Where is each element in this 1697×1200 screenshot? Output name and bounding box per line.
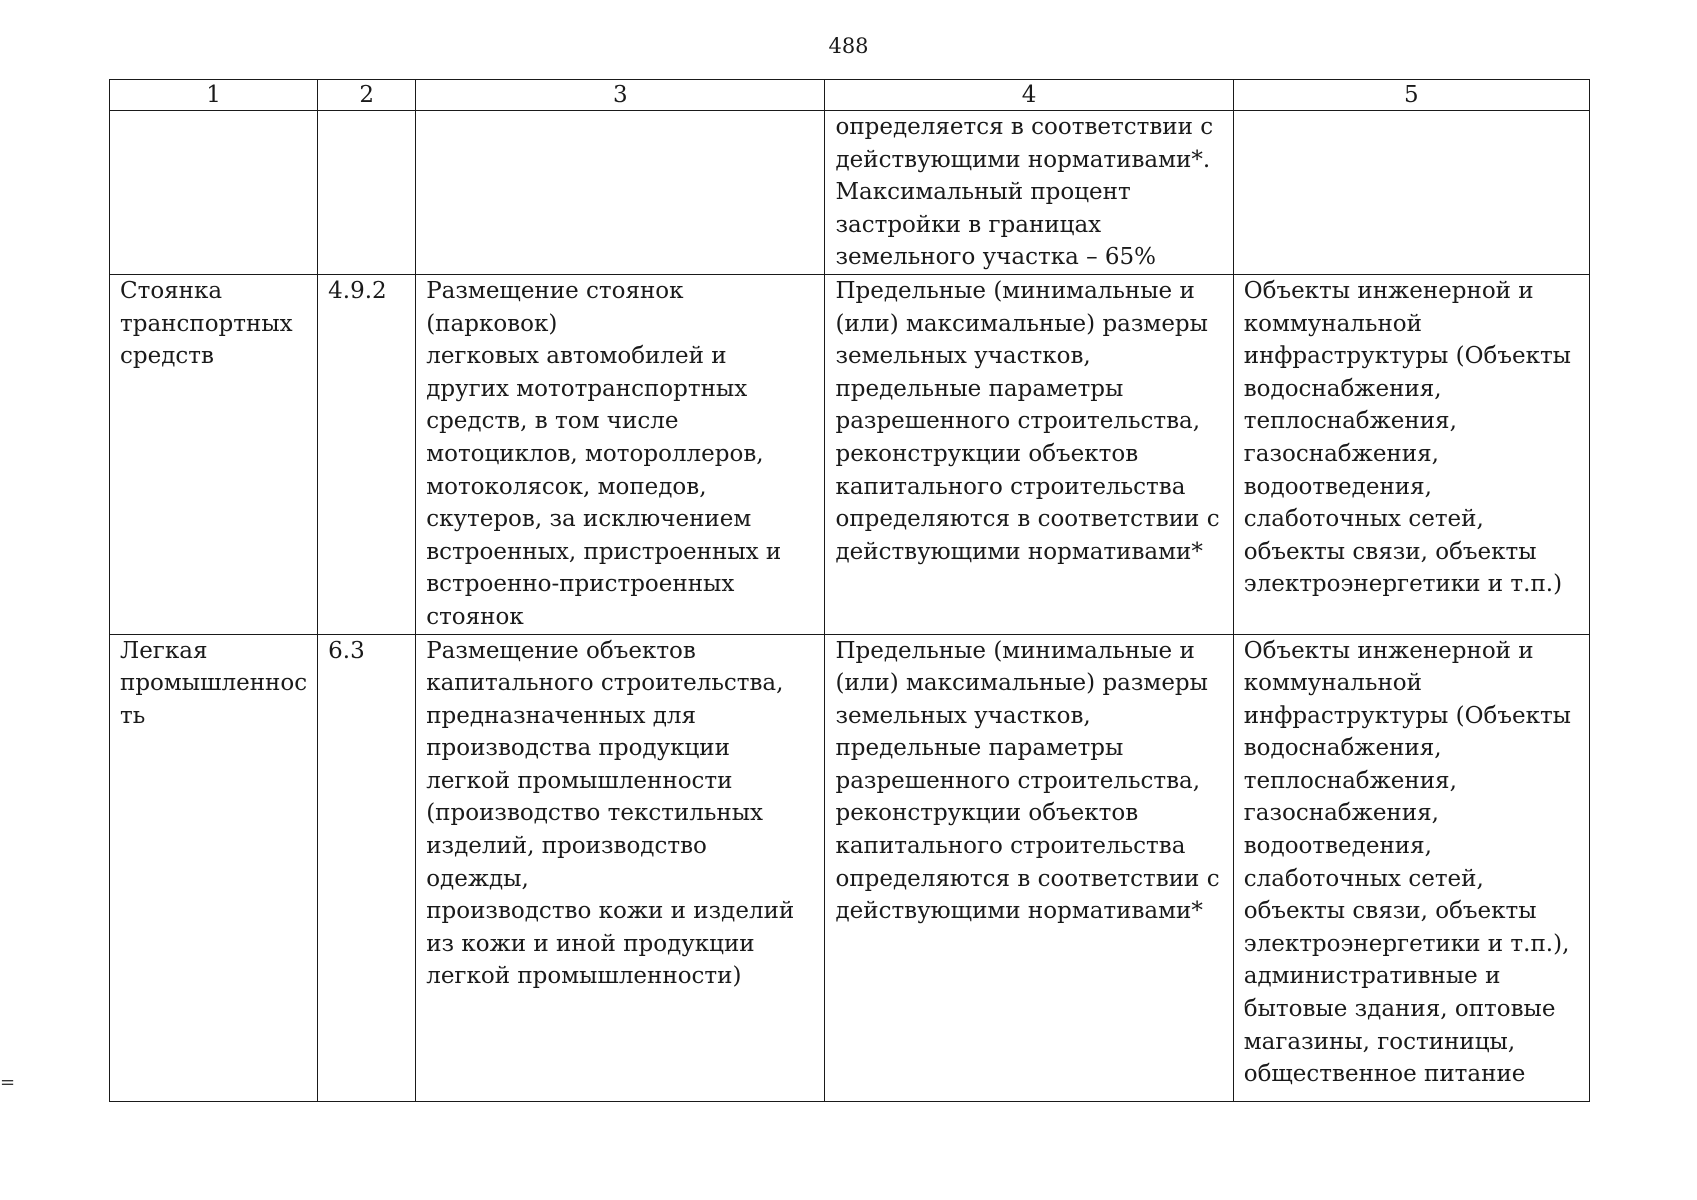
- auxiliary-uses-cell: Объекты инженерной и коммунальной инфраструктуры (Объекты водоснабжения, теплоснабжения, газоснабжения, водоотведения, слаботочных сетей, объекты связи, объекты электроэнергетики и т.п.): [1233, 274, 1589, 634]
- description-cell: [416, 111, 825, 275]
- land-use-name-cell: Стоянка транспортных средств: [110, 274, 318, 634]
- description-cell: Размещение стоянок (парковок) легковых автомобилей и других мототранспортных средств, в том числе мотоциклов, мотороллеров, мотоколясок, мопедов, скутеров, за исключением встроенных, пристроенных и встроенно-пристроенных стоянок: [416, 274, 825, 634]
- column-header-2: 2: [318, 80, 416, 111]
- land-use-name-cell: [110, 111, 318, 275]
- parameters-cell: Предельные (минимальные и (или) максимальные) размеры земельных участков, предельные параметры разрешенного строительства, реконструкции объектов капитального строительства определяются в соответствии с действующими нормативами*: [825, 274, 1233, 634]
- land-use-code-cell: 6.3: [318, 634, 416, 1101]
- auxiliary-uses-cell: Объекты инженерной и коммунальной инфраструктуры (Объекты водоснабжения, теплоснабжения, газоснабжения, водоотведения, слаботочных сетей, объекты связи, объекты электроэнергетики и т.п.), административные и бытовые здания, оптовые магазины, гостиницы, общественное питание: [1233, 634, 1589, 1101]
- column-header-1: 1: [110, 80, 318, 111]
- column-header-4: 4: [825, 80, 1233, 111]
- zoning-table: [109, 79, 1590, 1102]
- margin-mark: =: [0, 1072, 16, 1093]
- column-header-5: 5: [1233, 80, 1589, 111]
- description-cell: Размещение объектов капитального строительства, предназначенных для производства продукции легкой промышленности (производство текстильных изделий, производство одежды, производство кожи и изделий из кожи и иной продукции легкой промышленности): [416, 634, 825, 1101]
- table-row: [110, 111, 1590, 275]
- auxiliary-uses-cell: [1233, 111, 1589, 275]
- land-use-code-cell: [318, 111, 416, 275]
- table-row: [110, 274, 1590, 634]
- land-use-code-cell: 4.9.2: [318, 274, 416, 634]
- page-number: 488: [828, 34, 869, 58]
- table-row: [110, 634, 1590, 1101]
- header-row: [110, 80, 1590, 111]
- column-header-3: 3: [416, 80, 825, 111]
- land-use-name-cell: Легкая промышленнос ть: [110, 634, 318, 1101]
- parameters-cell: Предельные (минимальные и (или) максимальные) размеры земельных участков, предельные параметры разрешенного строительства, реконструкции объектов капитального строительства определяются в соответствии с действующими нормативами*: [825, 634, 1233, 1101]
- parameters-cell: определяется в соответствии с действующими нормативами*. Максимальный процент застройки в границах земельного участка – 65%: [825, 111, 1233, 275]
